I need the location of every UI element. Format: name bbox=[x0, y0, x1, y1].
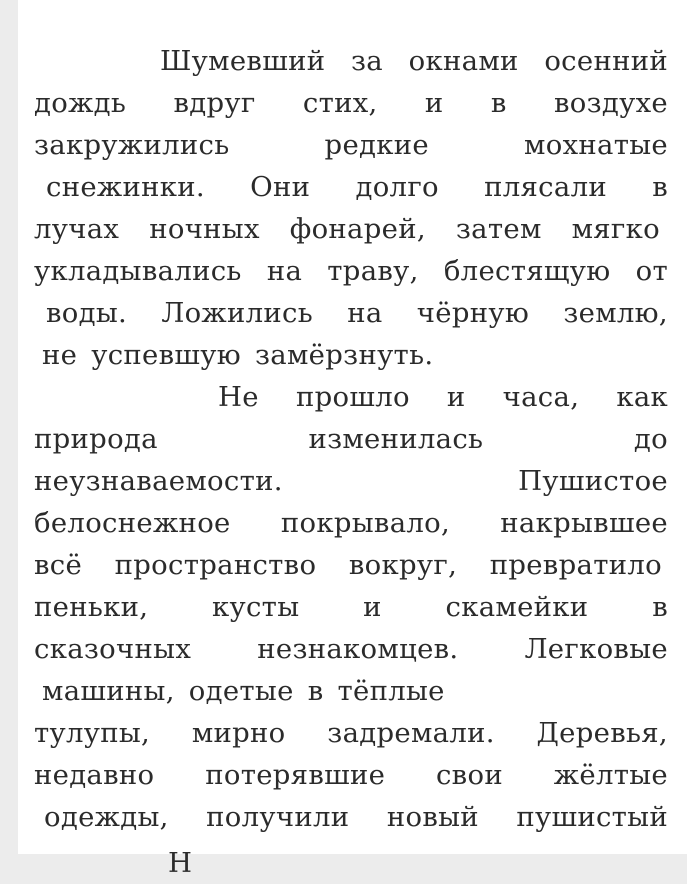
word: осенний bbox=[544, 45, 668, 77]
text-line bbox=[34, 334, 668, 376]
word: Ложились bbox=[161, 297, 314, 329]
word: пушистый bbox=[516, 801, 668, 833]
word: снежинки. bbox=[46, 171, 205, 203]
word: жёлтые bbox=[553, 759, 668, 791]
word: природа bbox=[34, 423, 158, 455]
word: блестящую bbox=[443, 255, 611, 287]
word: Шумевший bbox=[160, 45, 326, 77]
word: в bbox=[307, 675, 324, 707]
text-line bbox=[34, 418, 668, 460]
word: прошло bbox=[295, 381, 410, 413]
word: ночных bbox=[149, 213, 260, 245]
word: в bbox=[490, 87, 507, 119]
word: как bbox=[616, 381, 668, 413]
word: незнакомцев. bbox=[257, 633, 459, 665]
text-line bbox=[34, 208, 668, 250]
word: долго bbox=[355, 171, 439, 203]
word: мохнатые bbox=[524, 129, 668, 161]
word: воды. bbox=[46, 297, 128, 329]
text-line bbox=[34, 460, 668, 502]
word: воздухе bbox=[553, 87, 668, 119]
word: накрывшее bbox=[500, 507, 668, 539]
word: за bbox=[351, 45, 383, 77]
word: плясали bbox=[484, 171, 607, 203]
word: дождь bbox=[34, 87, 127, 119]
word: всё bbox=[34, 549, 83, 581]
word: чёрную bbox=[416, 297, 530, 329]
word: не bbox=[42, 339, 78, 371]
word: от bbox=[635, 255, 668, 287]
text-line bbox=[34, 40, 668, 82]
cut-off-text-fragment: Н bbox=[168, 847, 192, 879]
document-page bbox=[18, 0, 687, 879]
word: мягко bbox=[571, 213, 660, 245]
word: скамейки bbox=[445, 591, 589, 623]
word: редкие bbox=[324, 129, 429, 161]
word: часа, bbox=[502, 381, 580, 413]
word: пеньки, bbox=[34, 591, 149, 623]
word: окнами bbox=[408, 45, 519, 77]
word: Легковые bbox=[524, 633, 668, 665]
text-line bbox=[34, 544, 668, 586]
word: лучах bbox=[34, 213, 120, 245]
text-body bbox=[34, 40, 668, 838]
word: изменилась bbox=[308, 423, 484, 455]
word: и bbox=[424, 87, 444, 119]
word: успевшую bbox=[91, 339, 241, 371]
text-line bbox=[34, 502, 668, 544]
word: затем bbox=[455, 213, 542, 245]
text-line bbox=[34, 670, 668, 712]
word: задремали. bbox=[327, 717, 495, 749]
word: превратило bbox=[489, 549, 662, 581]
word: мирно bbox=[191, 717, 286, 749]
word: до bbox=[633, 423, 668, 455]
word: и bbox=[363, 591, 382, 623]
word: Пушистое bbox=[518, 465, 668, 497]
word: закружились bbox=[34, 129, 230, 161]
word: на bbox=[347, 297, 383, 329]
word: кусты bbox=[212, 591, 300, 623]
word: покрывало, bbox=[280, 507, 451, 539]
word: стих, bbox=[302, 87, 378, 119]
text-line bbox=[34, 796, 668, 838]
word: новый bbox=[386, 801, 479, 833]
text-line bbox=[34, 754, 668, 796]
word: замёрзнуть. bbox=[254, 339, 434, 371]
text-line bbox=[34, 292, 668, 334]
word: неузнаваемости. bbox=[34, 465, 283, 497]
word: свои bbox=[435, 759, 503, 791]
word: и bbox=[446, 381, 466, 413]
word: фонарей, bbox=[289, 213, 426, 245]
text-line bbox=[34, 166, 668, 208]
text-line bbox=[34, 82, 668, 124]
text-line bbox=[34, 712, 668, 754]
text-line bbox=[34, 586, 668, 628]
word: одетые bbox=[188, 675, 294, 707]
word: машины, bbox=[42, 675, 175, 707]
word: Не bbox=[218, 381, 259, 413]
word: белоснежное bbox=[34, 507, 231, 539]
word: в bbox=[652, 171, 668, 203]
word: тулупы, bbox=[34, 717, 151, 749]
text-line bbox=[34, 124, 668, 166]
word: землю, bbox=[563, 297, 668, 329]
word: Деревья, bbox=[536, 717, 668, 749]
text-line bbox=[34, 376, 668, 418]
word: сказочных bbox=[34, 633, 192, 665]
word: потерявшие bbox=[205, 759, 386, 791]
word: укладывались bbox=[34, 255, 242, 287]
word: Они bbox=[250, 171, 311, 203]
word: на bbox=[266, 255, 303, 287]
text-line bbox=[34, 628, 668, 670]
word: получили bbox=[206, 801, 350, 833]
word: одежды, bbox=[44, 801, 169, 833]
word: недавно bbox=[34, 759, 155, 791]
word: вокруг, bbox=[348, 549, 458, 581]
text-line bbox=[34, 250, 668, 292]
word: траву, bbox=[327, 255, 419, 287]
word: вдруг bbox=[173, 87, 256, 119]
word: в bbox=[652, 591, 668, 623]
word: пространство bbox=[114, 549, 317, 581]
word: тёплые bbox=[337, 675, 445, 707]
